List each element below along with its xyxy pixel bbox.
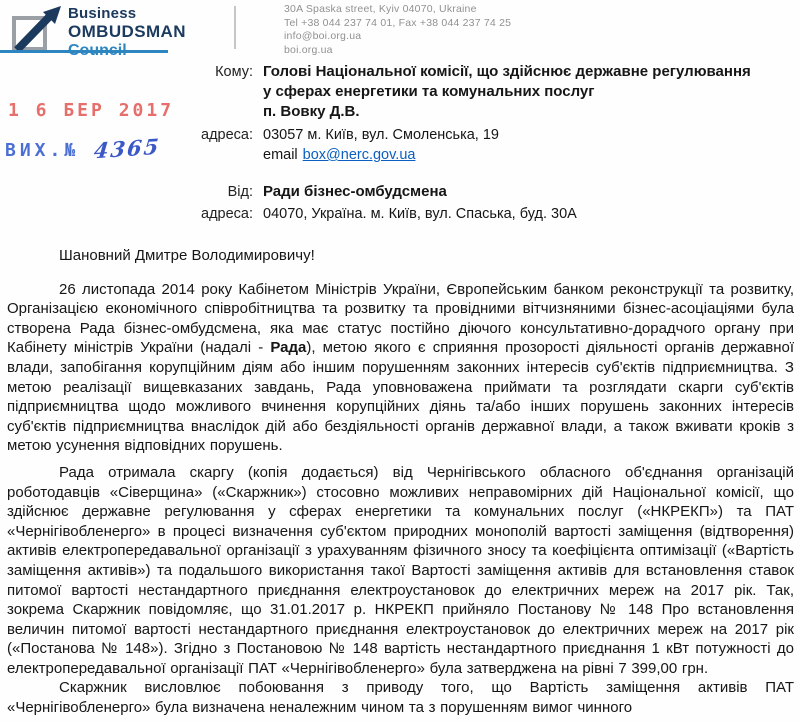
sender-label: Від:: [227, 184, 253, 200]
recipient-address-row: [0, 125, 797, 165]
sender-name: Ради бізнес-омбудсмена: [263, 183, 447, 200]
logo-underline: [0, 50, 168, 53]
sender-address-row: [0, 204, 797, 224]
recipient-name-line2: у сферах енергетики та комунальних послуг: [263, 83, 595, 100]
paragraph-2: Рада отримала скаргу (копія додається) від Чернігівського обласного об'єднання організацій роботодавців «Сіверщина» («Скаржник») стосовно можливих неправомірних дій Національної комісії, що здійснює державне регулювання у сферах енергетики та комунальних послуг («НКРЕКП») та ПАТ «Чернігівобленерго» в процесі визначення суб'єктом природних монополій вартості заміщення (відтворення) активів електропередавальної організації з урахуванням фізичного зносу та коефіцієнта оптимізації («Вартість заміщення активів») та подальшого використання такої Вартості заміщення активів для встановлення ставок питомої вартості нестандартного приєднання електроустановок до електричних мереж на 2017 рік. Так, зокрема Скаржник повідомляє, що 31.01.2017 р. НКРЕКП прийняло Постанову № 148 Про встановлення величин питомої вартості нестандартного приєднання електроустановок до електричних мереж на 2017 рік («Постанова № 148»). Згідно з Постановою № 148 вартість нестандартного приєднання 1 кВт потужності до електропередавальної організації ПАТ «Чернігівобленерго» була затверджена на рівні 7 399,00 грн.: [7, 463, 794, 677]
letterhead-divider: [234, 6, 236, 49]
recipient-name: [263, 62, 797, 122]
recipient-name-line1: Голові Національної комісії, що здійснює державне регулювання: [263, 63, 751, 80]
logo-word-ombudsman: OMBUDSMAN: [68, 22, 186, 41]
sender-address: 04070, Україна. м. Київ, вул. Спаська, буд. 30А: [263, 206, 577, 222]
contact-website: boi.org.ua: [284, 43, 333, 56]
logo-arrow-icon: [6, 3, 64, 53]
paragraph-1-bold-term: Рада: [270, 339, 307, 357]
recipient-address: [263, 125, 797, 165]
recipient-email-link[interactable]: box@nerc.gov.ua: [302, 147, 416, 163]
outgoing-number-label: ВИХ.№: [5, 140, 80, 161]
recipient-email-prefix: email: [263, 147, 298, 163]
letter-body: [7, 238, 794, 718]
recipient-address-line: 03057 м. Київ, вул. Смоленська, 19: [263, 127, 499, 143]
outgoing-number-handwritten: 4365: [92, 133, 162, 164]
recipient-address-label: адреса:: [201, 127, 253, 143]
sender-row: [0, 182, 797, 202]
letterhead: [0, 0, 800, 58]
date-stamp: 1 6 БЕР 2017: [8, 100, 175, 121]
sender-address-label: адреса:: [201, 206, 253, 222]
contact-email: info@boi.org.ua: [284, 30, 362, 42]
address-block: [0, 62, 797, 224]
paragraph-1-text-b: ), метою якого є сприяння прозорості діяльності органів державної влади, запобігання корупційним діям або іншим порушенням законних інтересів суб'єктів підприємництва. З метою реалізації вищевказаних завдань, Рада уповноважена приймати та розглядати скарги суб'єктів підприємництва щодо можливого вчинення корупційних діянь та/або інших порушень законних інтересів суб'єктів підприємництва внаслідок дій або бездіяльності органів державної влади, а також вживати кроків з метою усунення відповідних порушень.: [7, 339, 794, 455]
recipient-label: Кому:: [215, 64, 253, 80]
paragraph-3: Скаржник висловлює побоювання з приводу того, що Вартість заміщення активів ПАТ «Чернігівобленерго» була визначена неналежним чином та з порушенням вимог чинного: [7, 679, 794, 717]
recipient-email-line: [263, 145, 797, 165]
contact-block: [284, 3, 511, 57]
recipient-row: [0, 62, 797, 122]
salutation: Шановний Дмитре Володимировичу!: [59, 247, 315, 264]
paragraph-1-text-a: 26 листопада 2014 року Кабінетом Міністрів України, Європейським банком реконструкції та розвитку, Організацією економічного співробітництва та розвитку та провідними вітчизняними бізнес-асоціаціями була створена Рада бізнес-омбудсмена, яка має статус постійно діючого консультативно-дорадчого органу при Кабінету міністрів України (надалі -: [7, 280, 794, 357]
paragraph-1: [7, 280, 794, 456]
contact-street: 30A Spaska street, Kyiv 04070, Ukraine: [284, 3, 477, 15]
logo-word-business: Business: [68, 5, 137, 22]
recipient-name-line3: п. Вовку Д.В.: [263, 103, 360, 120]
contact-phones: Tel +38 044 237 74 01, Fax +38 044 237 74 25: [284, 16, 512, 29]
